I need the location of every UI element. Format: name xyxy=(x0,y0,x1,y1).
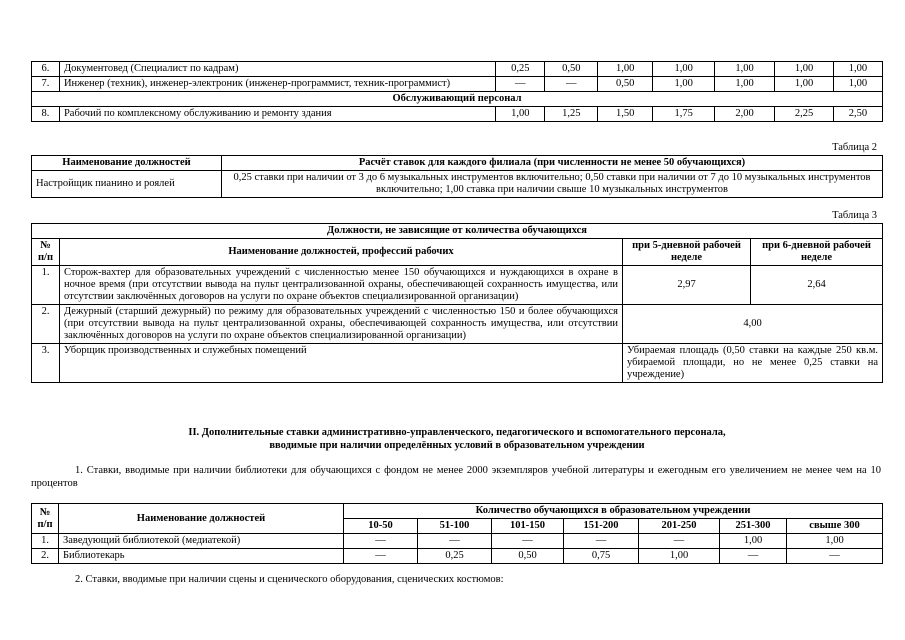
rate-cell: — xyxy=(720,549,787,564)
rate-cell: 1,00 xyxy=(715,77,775,92)
column-header: Наименование должностей xyxy=(59,504,344,534)
rate-cell: — xyxy=(492,534,564,549)
paragraph: 2. Ставки, вводимые при наличии сцены и сценического оборудования, сценических костюмов: xyxy=(75,574,504,585)
section-heading: Обслуживающий персонал xyxy=(32,92,883,107)
rate-cell: 1,00 xyxy=(833,77,882,92)
rate-cell: 2,00 xyxy=(715,107,775,122)
independent-positions-table xyxy=(31,223,883,383)
section-heading xyxy=(31,426,883,452)
column-group-header: Количество обучающихся в образовательном учреждении xyxy=(344,504,883,519)
position-name: Библиотекарь xyxy=(59,549,344,564)
rate-cell: — xyxy=(344,534,418,549)
row-number: 2. xyxy=(32,305,60,344)
row-number: 1. xyxy=(32,534,59,549)
table-row xyxy=(32,534,883,549)
rate-cell: 1,00 xyxy=(715,62,775,77)
column-header: 201-250 xyxy=(639,519,720,534)
table-row xyxy=(32,549,883,564)
row-number: 1. xyxy=(32,266,60,305)
rate-cell: — xyxy=(545,77,598,92)
rate-cell: 1,00 xyxy=(598,62,653,77)
piano-tuner-table xyxy=(31,155,883,198)
position-name: Заведующий библиотекой (медиатекой) xyxy=(59,534,344,549)
column-header: Наименование должностей, профессий рабочих xyxy=(60,239,623,266)
column-header: Наименование должностей xyxy=(32,156,222,171)
rate-cell: 1,00 xyxy=(496,107,545,122)
rate-cell: 0,25 xyxy=(418,549,492,564)
rate-cell: 2,64 xyxy=(751,266,883,305)
rate-cell: 1,00 xyxy=(653,77,715,92)
rate-cell: 1,00 xyxy=(787,534,883,549)
rate-cell: 0,25 xyxy=(496,62,545,77)
column-header: № п/п xyxy=(32,504,59,534)
position-name: Инженер (техник), инженер-электроник (инженер-программист, техник-программист) xyxy=(59,77,495,92)
rate-cell: 2,97 xyxy=(623,266,751,305)
column-header: 251-300 xyxy=(720,519,787,534)
rate-cell: 0,50 xyxy=(492,549,564,564)
rate-cell: 2,25 xyxy=(775,107,834,122)
row-number: 6. xyxy=(32,62,60,77)
row-number: 3. xyxy=(32,344,60,383)
column-header: 10-50 xyxy=(344,519,418,534)
table-row xyxy=(32,305,883,344)
rate-cell: 1,00 xyxy=(833,62,882,77)
section-heading-line: II. Дополнительные ставки административно-управленческого, педагогического и вспомогательного персонала, xyxy=(188,427,726,438)
paragraph: 1. Ставки, вводимые при наличии библиотеки для обучающихся с фондом не менее 2000 экземпляров учебной литературы и ежегодным его увеличением не менее чем на 10 процентов xyxy=(31,465,881,489)
rate-cell: 1,25 xyxy=(545,107,598,122)
rate-cell: — xyxy=(787,549,883,564)
rate-cell: 1,75 xyxy=(653,107,715,122)
rate-cell: 1,50 xyxy=(598,107,653,122)
rate-cell: 0,50 xyxy=(598,77,653,92)
rate-description: Убираемая площадь (0,50 ставки на каждые 250 кв.м. убираемой площади, но не менее 0,25 ставки на учреждение) xyxy=(623,344,883,383)
column-header: при 6-дневной рабочей неделе xyxy=(751,239,883,266)
staff-table-continuation xyxy=(31,61,883,122)
position-name: Документовед (Специалист по кадрам) xyxy=(59,62,495,77)
rate-cell: 1,00 xyxy=(775,77,834,92)
rate-cell: — xyxy=(344,549,418,564)
section-heading-line: вводимые при наличии определённых условий в образовательном учреждении xyxy=(269,440,645,451)
position-name: Рабочий по комплексному обслуживанию и ремонту здания xyxy=(59,107,495,122)
column-header: № п/п xyxy=(32,239,60,266)
column-header: Расчёт ставок для каждого филиала (при численности не менее 50 обучающихся) xyxy=(222,156,883,171)
position-name: Настройщик пианино и роялей xyxy=(32,171,222,198)
column-header: 51-100 xyxy=(418,519,492,534)
position-name: Сторож-вахтер для образовательных учреждений с численностью менее 150 обучающихся и нуждающихся в охране в ночное время (при отсутствии вывода на пульт централизованной охраны, обеспечивающей сохранность имущества, или отсутствии заключённых договоров на услуги по охране объектов специализированной организации) xyxy=(60,266,623,305)
table-header-row xyxy=(32,504,883,519)
table-caption: Таблица 3 xyxy=(832,210,877,221)
rate-cell: 2,50 xyxy=(833,107,882,122)
rate-description: 0,25 ставки при наличии от 3 до 6 музыкальных инструментов включительно; 0,50 ставки при наличии от 7 до 10 музыкальных инструментов включительно; 1,00 ставка при наличии свыше 10 музыкальных инструментов xyxy=(222,171,883,198)
rate-cell: — xyxy=(564,534,639,549)
column-header: 151-200 xyxy=(564,519,639,534)
column-header: свыше 300 xyxy=(787,519,883,534)
rate-cell: — xyxy=(418,534,492,549)
table-header-row xyxy=(32,239,883,266)
table-row xyxy=(32,171,883,198)
rate-cell: — xyxy=(496,77,545,92)
position-name: Уборщик производственных и служебных помещений xyxy=(60,344,623,383)
column-header: при 5-дневной рабочей неделе xyxy=(623,239,751,266)
table-row xyxy=(32,107,883,122)
table-header-row xyxy=(32,156,883,171)
rate-cell: 1,00 xyxy=(720,534,787,549)
table-title-row xyxy=(32,224,883,239)
row-number: 7. xyxy=(32,77,60,92)
row-number: 2. xyxy=(32,549,59,564)
row-number: 8. xyxy=(32,107,60,122)
table-row xyxy=(32,77,883,92)
rate-cell: 0,75 xyxy=(564,549,639,564)
table-title: Должности, не зависящие от количества обучающихся xyxy=(32,224,883,239)
position-name: Дежурный (старший дежурный) по режиму для образовательных учреждений с численностью 150 и более обучающихся (при отсутствии вывода на пульт централизованной охраны, обеспечивающей сохранность имущества, или отсутствии заключённых договоров на услуги по охране объектов специализированной организации) xyxy=(60,305,623,344)
rate-cell: 1,00 xyxy=(653,62,715,77)
column-header: 101-150 xyxy=(492,519,564,534)
table-row xyxy=(32,62,883,77)
library-staff-table xyxy=(31,503,883,564)
rate-cell: 1,00 xyxy=(639,549,720,564)
table-row xyxy=(32,344,883,383)
rate-cell: 4,00 xyxy=(623,305,883,344)
table-row xyxy=(32,266,883,305)
rate-cell: 1,00 xyxy=(775,62,834,77)
section-row xyxy=(32,92,883,107)
rate-cell: 0,50 xyxy=(545,62,598,77)
table-caption: Таблица 2 xyxy=(832,142,877,153)
rate-cell: — xyxy=(639,534,720,549)
